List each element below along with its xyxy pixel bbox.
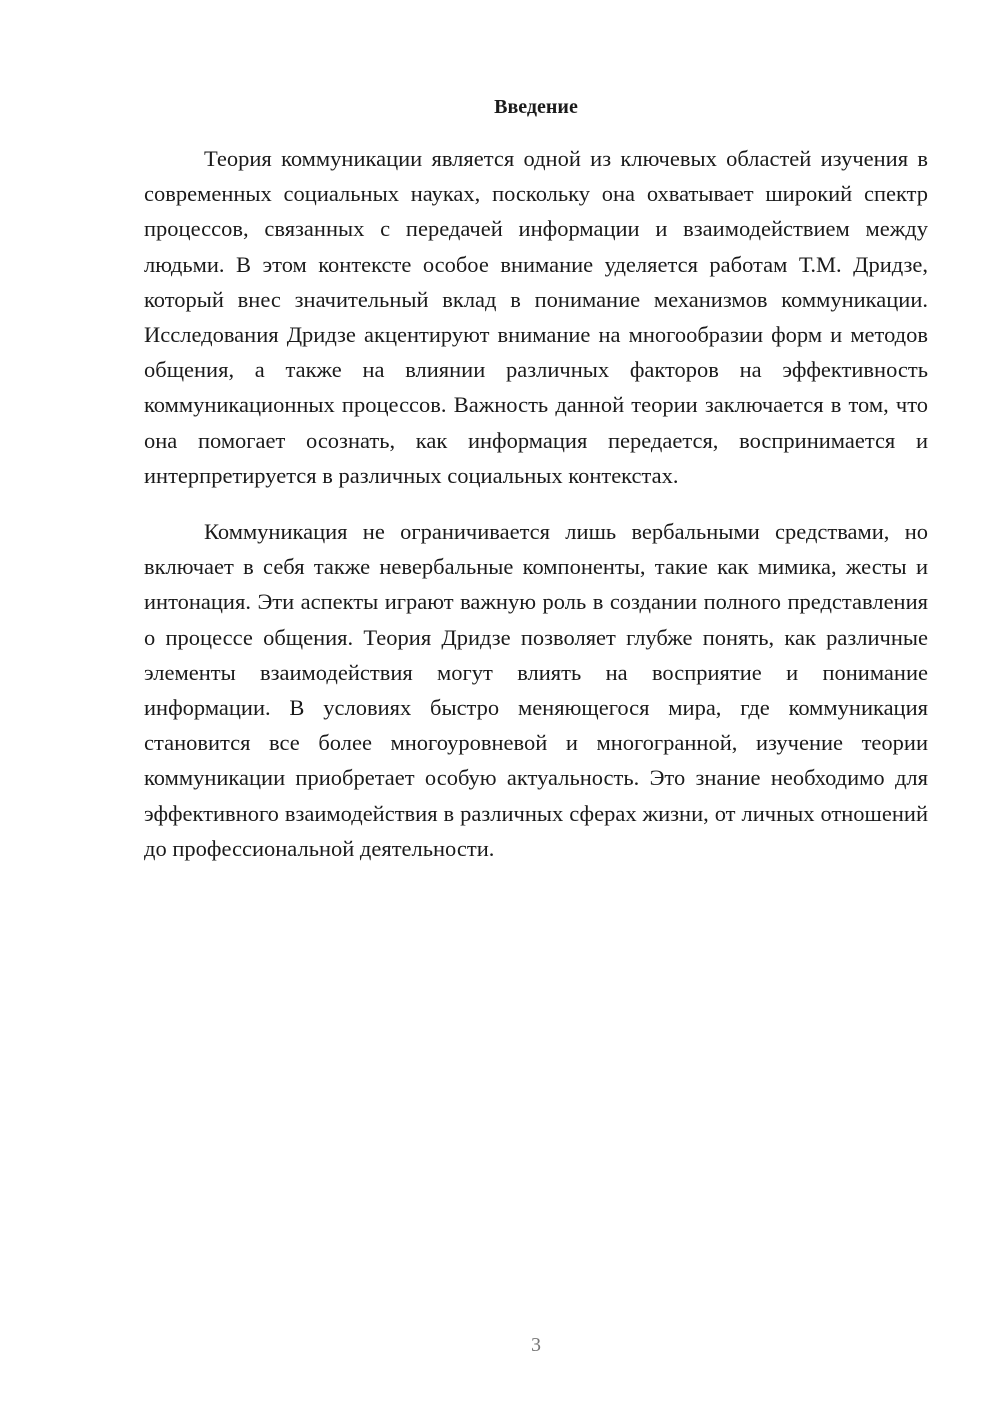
body-text (144, 141, 928, 866)
paragraph-2: Коммуникация не ограничивается лишь вербальными средствами, но включает в себя также невербальные компоненты, такие как мимика, жесты и интонация. Эти аспекты играют важную роль в создании полного представления о процессе общения. Теория Дридзе позволяет глубже понять, как различные элементы взаимодействия могут влиять на восприятие и понимание информации. В условиях быстро меняющегося мира, где коммуникация становится все более многоуровневой и многогранной, изучение теории коммуникации приобретает особую актуальность. Это знание необходимо для эффективного взаимодействия в различных сферах жизни, от личных отношений до профессиональной деятельности. (144, 519, 928, 861)
page-number: 3 (531, 1334, 541, 1356)
section-heading: Введение (494, 96, 578, 118)
paragraph-1: Теория коммуникации является одной из ключевых областей изучения в современных социальных науках, поскольку она охватывает широкий спектр процессов, связанных с передачей информации и взаимодействием между людьми. В этом контексте особое внимание уделяется работам Т.М. Дридзе, который внес значительный вклад в понимание механизмов коммуникации. Исследования Дридзе акцентируют внимание на многообразии форм и методов общения, а также на влиянии различных факторов на эффективность коммуникационных процессов. Важность данной теории заключается в том, что она помогает осознать, как информация передается, воспринимается и интерпретируется в различных социальных контекстах. (144, 146, 928, 488)
